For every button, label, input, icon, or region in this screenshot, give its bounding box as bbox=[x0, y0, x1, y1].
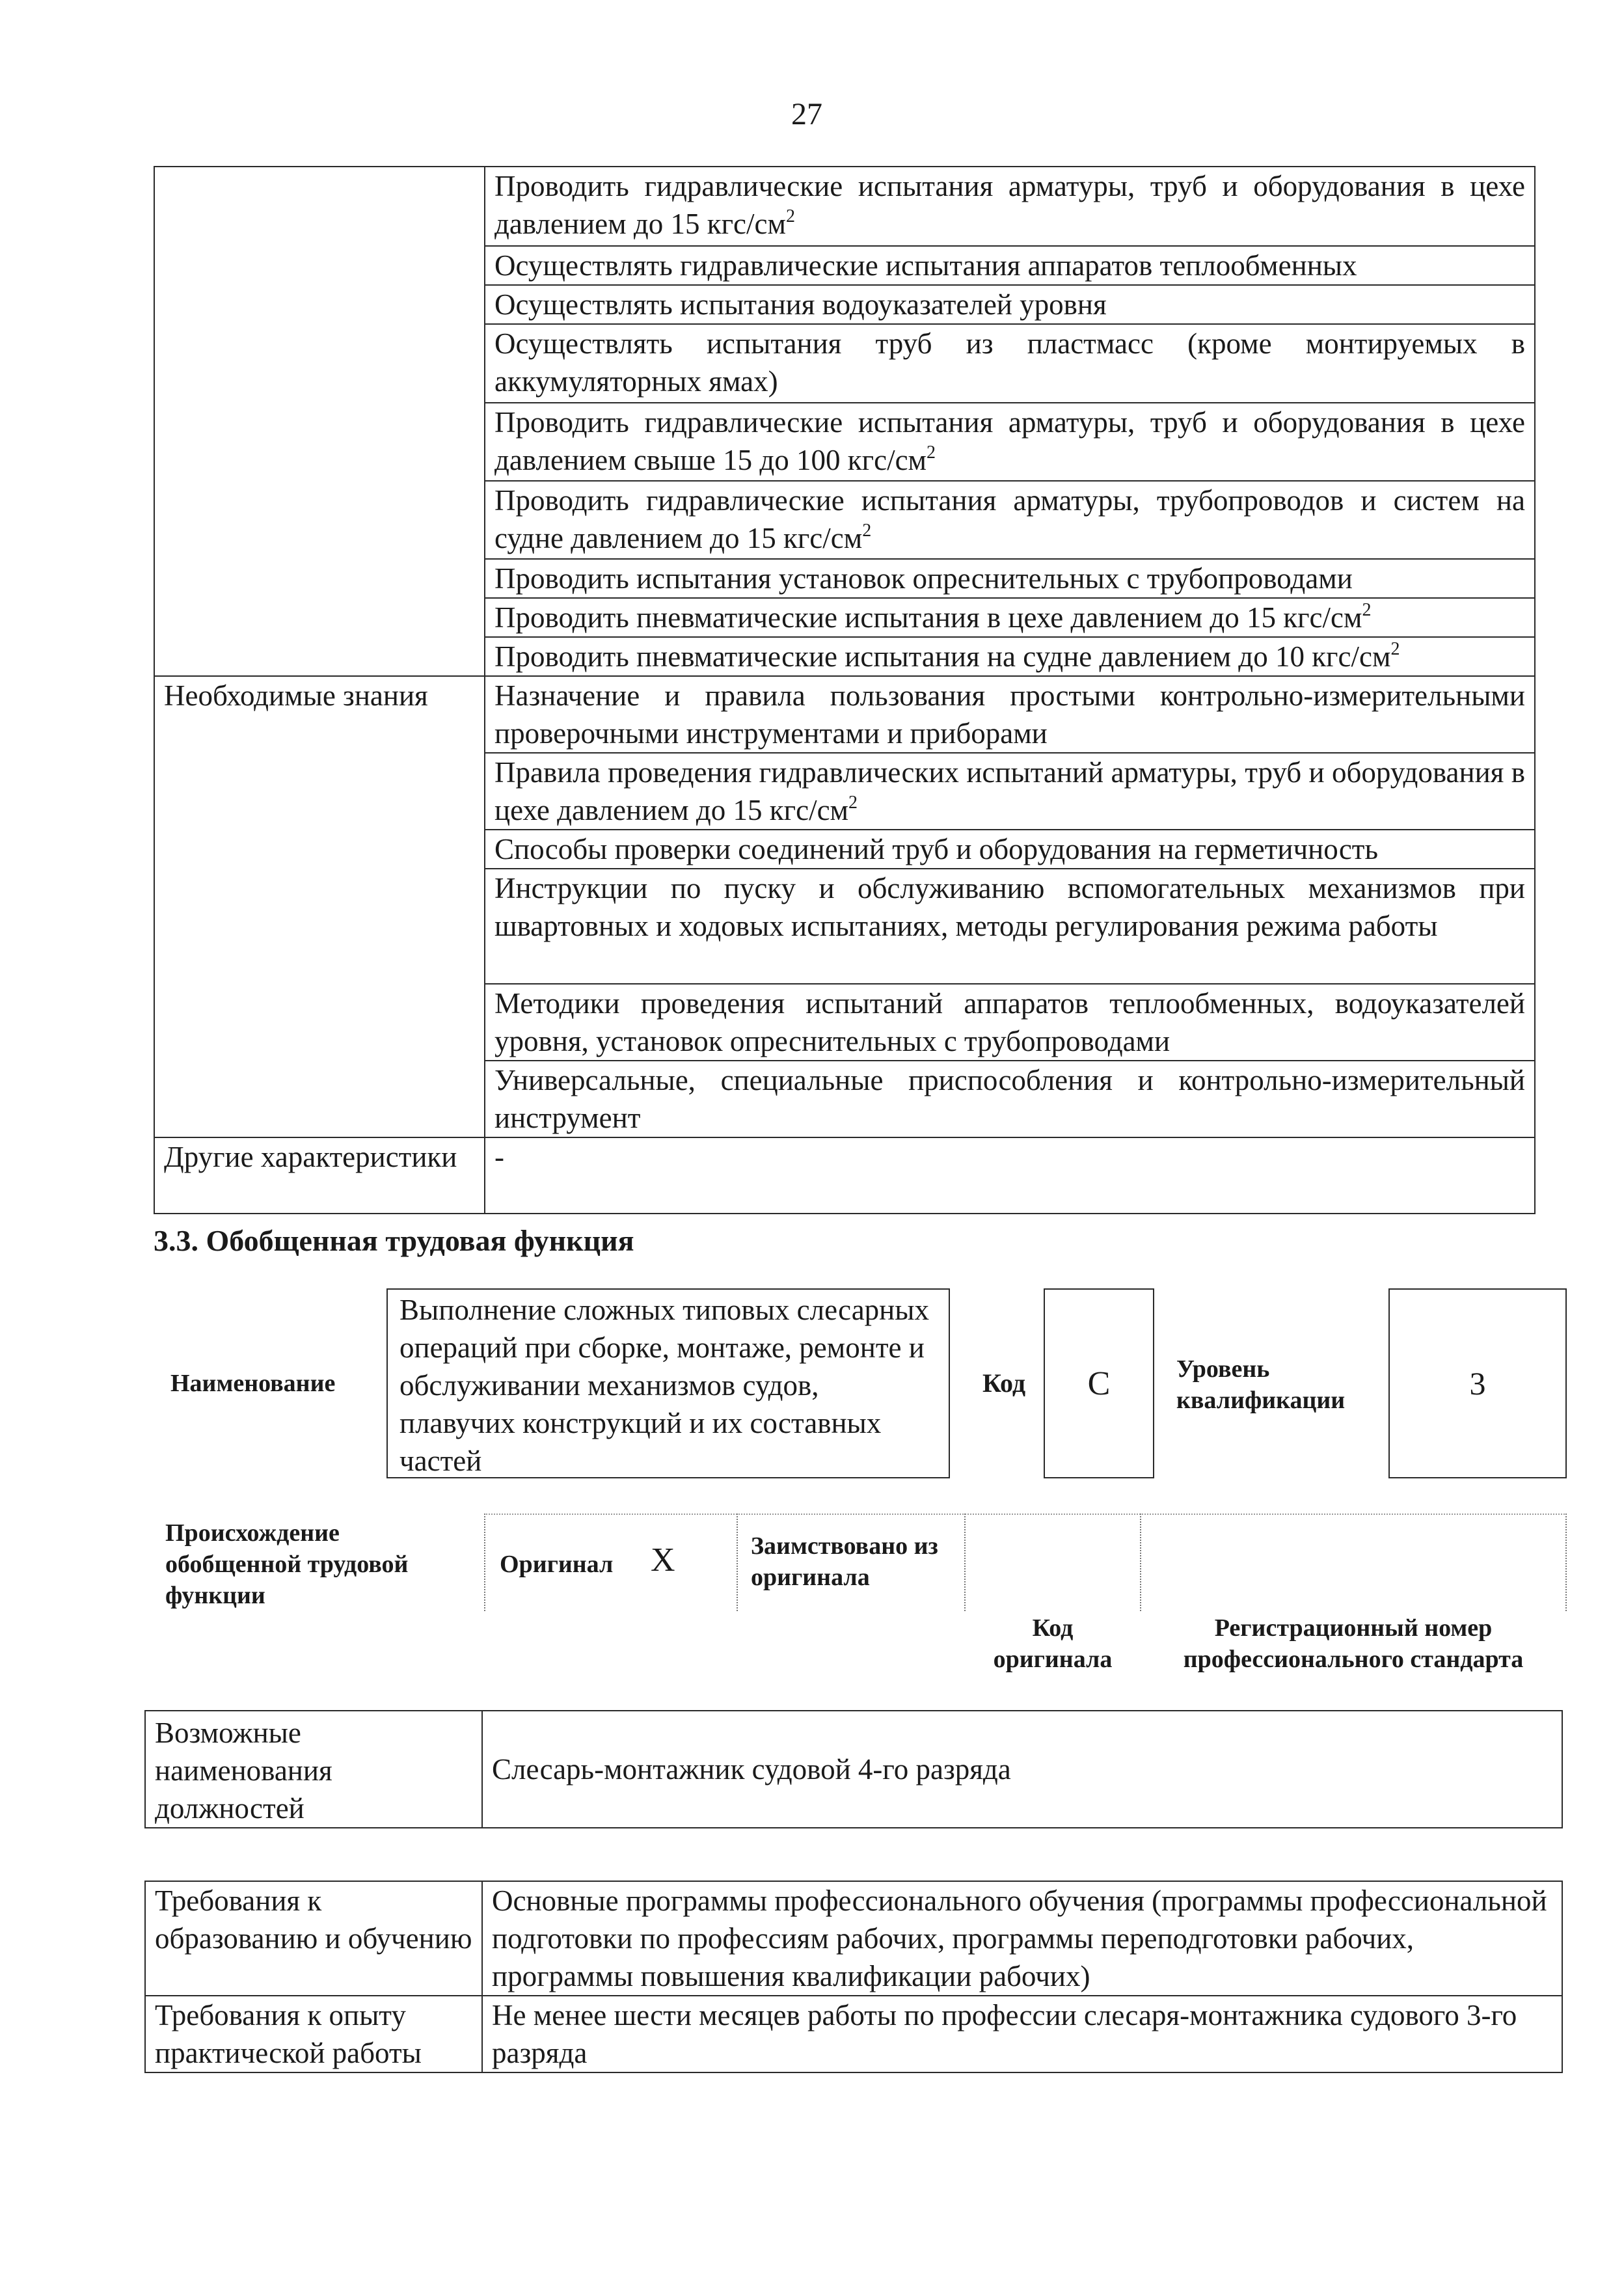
origin-divider bbox=[737, 1514, 738, 1611]
reg-number-label: Регистрационный номер профессионального стандарта bbox=[1183, 1614, 1524, 1673]
skill-row: Проводить пневматические испытания на судне давлением до 10 кгс/$см^2$ bbox=[485, 637, 1535, 676]
knowledge-label: Необходимые знания bbox=[154, 676, 485, 1137]
skill-row: Проводить гидравлические испытания арматуры, труб и оборудования в цехе давлением свыше 15 до 100 кгс/$см^2$ bbox=[485, 403, 1535, 481]
positions-label: Возможные наименования должностей bbox=[145, 1711, 482, 1828]
skill-row: Проводить испытания установок опреснительных с трубопроводами bbox=[485, 559, 1535, 598]
knowledge-row: Инструкции по пуску и обслуживанию вспомогательных механизмов при швартовных и ходовых испытаниях, методы регулирования режима работы bbox=[485, 869, 1535, 984]
original-mark: X bbox=[651, 1542, 675, 1579]
code-value: C bbox=[1087, 1365, 1111, 1402]
skill-row: Осуществлять гидравлические испытания аппаратов теплообменных bbox=[485, 246, 1535, 285]
section-title: 3.3. Обобщенная трудовая функция bbox=[154, 1224, 634, 1257]
education-label: Требования к образованию и обучению bbox=[145, 1881, 482, 1996]
code-label: Код bbox=[982, 1368, 1026, 1398]
skills-label-cell bbox=[154, 167, 485, 676]
top-table bbox=[154, 166, 1536, 1214]
origin-divider bbox=[1140, 1514, 1141, 1611]
level-value-box bbox=[1388, 1288, 1567, 1478]
knowledge-row: Универсальные, специальные приспособления и контрольно-измерительный инструмент bbox=[485, 1061, 1535, 1137]
borrowed-label: Заимствовано из оригинала bbox=[751, 1532, 938, 1591]
other-label: Другие характеристики bbox=[154, 1137, 485, 1214]
skill-row: Проводить гидравлические испытания арматуры, трубопроводов и систем на судне давлением до 15 кгс/$см^2$ bbox=[485, 481, 1535, 559]
experience-label: Требования к опыту практической работы bbox=[145, 1996, 482, 2072]
origin-divider bbox=[1565, 1514, 1567, 1611]
knowledge-row: Методики проведения испытаний аппаратов теплообменных, водоуказателей уровня, установок опреснительных с трубопроводами bbox=[485, 984, 1535, 1061]
origin-label: Происхождение обобщенной трудовой функции bbox=[165, 1519, 409, 1609]
original-label: Оригинал bbox=[500, 1551, 614, 1578]
name-value-box bbox=[386, 1288, 950, 1478]
page-number: 27 bbox=[791, 97, 822, 131]
positions-value: Слесарь-монтажник судовой 4-го разряда bbox=[482, 1711, 1562, 1828]
requirements-table bbox=[144, 1881, 1563, 2073]
name-label: Наименование bbox=[170, 1370, 336, 1397]
skill-row: Осуществлять испытания труб из пластмасс (кроме монтируемых в аккумуляторных ямах) bbox=[485, 324, 1535, 403]
knowledge-row: Способы проверки соединений труб и оборудования на герметичность bbox=[485, 830, 1535, 869]
origin-top-line bbox=[484, 1514, 1567, 1515]
positions-table bbox=[144, 1710, 1563, 1828]
origin-divider bbox=[964, 1514, 966, 1611]
skill-row: Проводить пневматические испытания в цехе давлением до 15 кгс/$см^2$ bbox=[485, 598, 1535, 637]
skill-row: Осуществлять испытания водоуказателей уровня bbox=[485, 285, 1535, 324]
code-value-box bbox=[1044, 1288, 1154, 1478]
skill-row: Проводить гидравлические испытания арматуры, труб и оборудования в цехе давлением до 15 кгс/$см^2$ bbox=[485, 167, 1535, 246]
code-original-label: Код оригинала bbox=[993, 1614, 1113, 1673]
experience-value: Не менее шести месяцев работы по профессии слесаря-монтажника судового 3-го разряда bbox=[482, 1996, 1562, 2072]
origin-divider bbox=[484, 1514, 485, 1611]
level-value: 3 bbox=[1469, 1365, 1486, 1402]
other-value: - bbox=[485, 1137, 1535, 1214]
level-label: Уровень квалификации bbox=[1176, 1355, 1346, 1414]
name-value: Выполнение сложных типовых слесарных операций при сборке, монтаже, ремонте и обслуживании механизмов судов, плавучих конструкций и их составных частей bbox=[399, 1294, 929, 1477]
education-value: Основные программы профессионального обучения (программы профессиональной подготовки по профессиям рабочих, программы переподготовки рабочих, программы повышения квалификации рабочих) bbox=[482, 1881, 1562, 1996]
knowledge-row: Правила проведения гидравлических испытаний арматуры, труб и оборудования в цехе давлением до 15 кгс/$см^2$ bbox=[485, 753, 1535, 830]
knowledge-row: Назначение и правила пользования простыми контрольно-измерительными проверочными инструментами и приборами bbox=[485, 676, 1535, 753]
